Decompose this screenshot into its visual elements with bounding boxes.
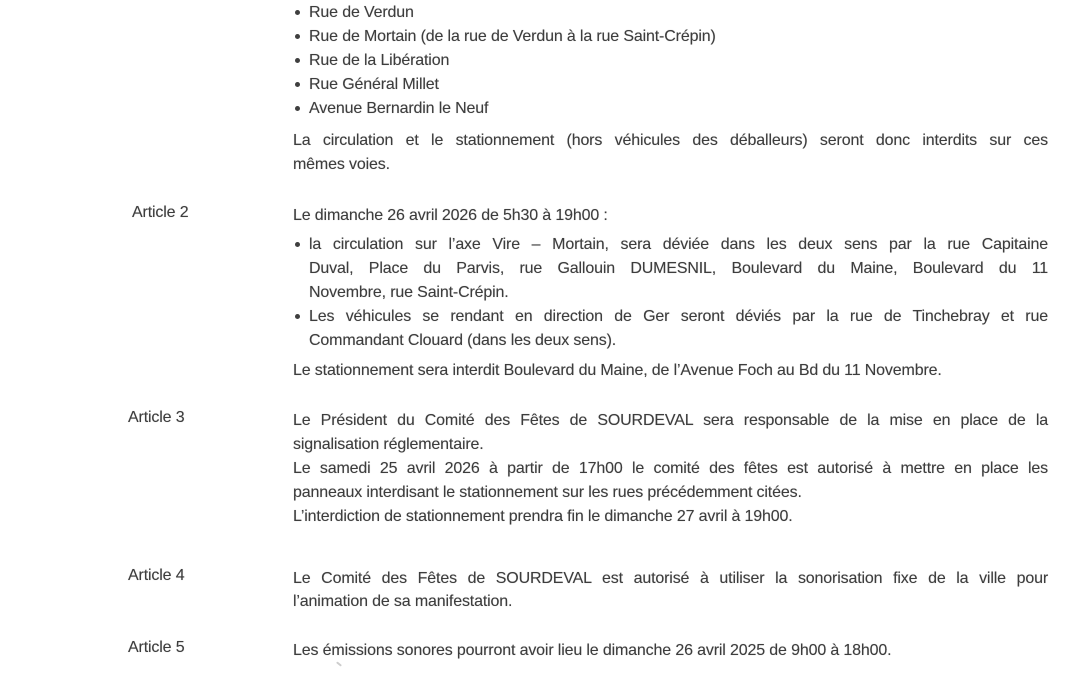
paragraph-line: signalisation réglementaire. xyxy=(293,436,484,453)
paragraph-line: La circulation et le stationnement (hors véhicules des déballeurs) seront donc interdits sur ces xyxy=(293,132,1048,149)
bullet-icon xyxy=(295,34,300,39)
article-2-label: Article 2 xyxy=(132,204,189,221)
paragraph-line: Duval, Place du Parvis, rue Gallouin DUMESNIL, Boulevard du Maine, Boulevard du 11 xyxy=(309,260,1048,277)
paragraph-line: Le Comité des Fêtes de SOURDEVAL est autorisé à utiliser la sonorisation fixe de la ville pour xyxy=(293,570,1048,587)
article-2-intro xyxy=(293,204,1048,228)
street-list-item xyxy=(293,49,1048,73)
street-name: Rue Général Millet xyxy=(309,76,439,93)
deviation-item xyxy=(293,305,1048,353)
paragraph-line: Le Président du Comité des Fêtes de SOURDEVAL sera responsable de la mise en place de la xyxy=(293,412,1048,429)
article-3-body xyxy=(293,409,1048,529)
article-4-body xyxy=(293,567,1048,613)
paragraph-line: L’interdiction de stationnement prendra fin le dimanche 27 avril à 19h00. xyxy=(293,508,793,525)
paragraph-line: l’animation de sa manifestation. xyxy=(293,593,513,610)
article-2-bullet-list xyxy=(293,233,1048,353)
paragraph-line: Le dimanche 26 avril 2026 de 5h30 à 19h00 : xyxy=(293,207,608,224)
paragraph-line: Le stationnement sera interdit Boulevard du Maine, de l’Avenue Foch au Bd du 11 Novembre. xyxy=(293,362,942,379)
bullet-icon xyxy=(295,314,300,319)
street-name: Rue de la Libération xyxy=(309,52,450,69)
paragraph-line: Le samedi 25 avril 2026 à partir de 17h00 le comité des fêtes est autorisé à mettre en place les xyxy=(293,460,1048,477)
article-3-label: Article 3 xyxy=(128,409,185,426)
deviation-item xyxy=(293,233,1048,305)
street-name: Avenue Bernardin le Neuf xyxy=(309,100,489,117)
bullet-icon xyxy=(295,10,300,15)
street-name: Rue de Mortain (de la rue de Verdun à la rue Saint-Crépin) xyxy=(309,28,716,45)
street-list-item xyxy=(293,25,1048,49)
street-list-item xyxy=(293,97,1048,121)
street-list-item xyxy=(293,1,1048,25)
street-list xyxy=(293,1,1048,121)
bullet-icon xyxy=(295,106,300,111)
paragraph-line: panneaux interdisant le stationnement sur les rues précédemment citées. xyxy=(293,484,802,501)
bullet-icon xyxy=(295,242,300,247)
paragraph-line: Les véhicules se rendant en direction de Ger seront déviés par la rue de Tinchebray et rue xyxy=(309,308,1048,325)
paragraph-line: mêmes voies. xyxy=(293,156,390,173)
article-5-body xyxy=(293,639,1048,663)
paragraph-line: Commandant Clouard (dans les deux sens). xyxy=(309,332,617,349)
street-name: Rue de Verdun xyxy=(309,4,414,21)
article-2-note xyxy=(293,359,1048,383)
bullet-icon xyxy=(295,82,300,87)
article-4-label: Article 4 xyxy=(128,567,185,584)
street-list-item xyxy=(293,73,1048,97)
closure-paragraph xyxy=(293,129,1048,177)
article-5-label: Article 5 xyxy=(128,639,185,656)
paragraph-line: Novembre, rue Saint-Crépin. xyxy=(309,284,509,301)
paragraph-line: Les émissions sonores pourront avoir lieu le dimanche 26 avril 2025 de 9h00 à 18h00. xyxy=(293,642,892,659)
paragraph-line: la circulation sur l’axe Vire – Mortain, sera déviée dans les deux sens par la rue Capitaine xyxy=(309,236,1048,253)
bullet-icon xyxy=(295,58,300,63)
